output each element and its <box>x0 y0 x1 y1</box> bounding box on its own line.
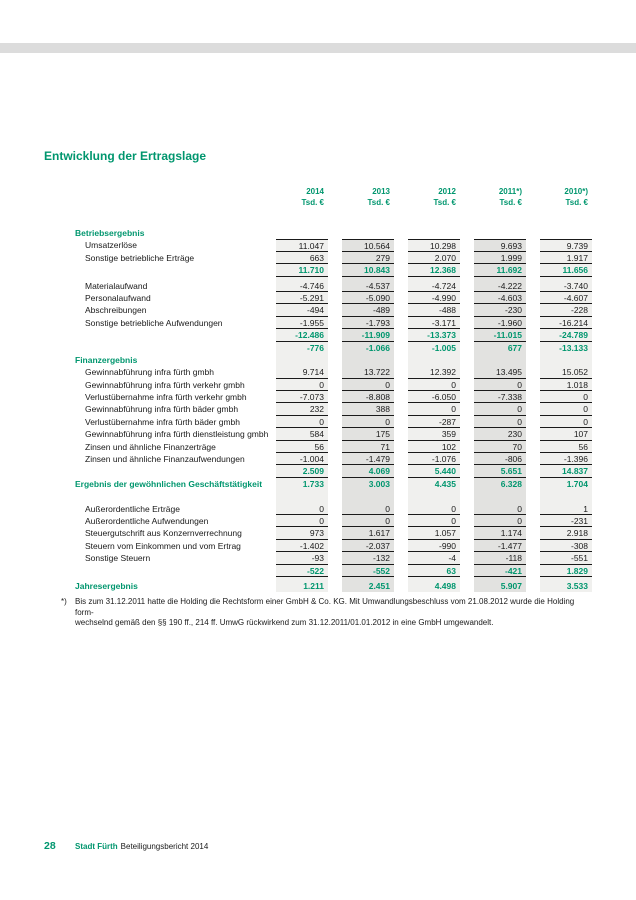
value-cell: 1.211 <box>276 580 328 592</box>
row-label: Verlustübernahme infra fürth bäder gmbh <box>85 416 240 427</box>
value-cell: 0 <box>540 403 592 415</box>
table-row <box>44 252 592 264</box>
row-label: Sonstige Steuern <box>85 553 151 564</box>
table-row <box>44 280 592 292</box>
value-cell: 677 <box>474 342 526 354</box>
value-cell: -132 <box>342 552 394 564</box>
table-row <box>44 515 592 527</box>
value-cell: -552 <box>342 565 394 577</box>
value-cell: 1.617 <box>342 527 394 539</box>
footnote-line-1: Bis zum 31.12.2011 hatte die Holding die Rechtsform einer GmbH & Co. KG. Mit Umwandlungsbeschluss vom 21.08.2012 wurde die Holding form- <box>75 597 575 617</box>
value-cell: -1.955 <box>276 317 328 329</box>
column-header <box>540 186 592 208</box>
value-cell: -11.909 <box>342 329 394 341</box>
row-label: Sonstige betriebliche Aufwendungen <box>85 317 223 328</box>
row-label: Verlustübernahme infra fürth verkehr gmbh <box>85 392 247 403</box>
row-label <box>44 565 262 577</box>
value-cell: 13.495 <box>474 366 526 378</box>
row-label: Finanzergebnis <box>75 354 138 365</box>
value-cell <box>342 490 394 502</box>
value-cell: 232 <box>276 403 328 415</box>
table-row <box>44 428 592 440</box>
column-year: 2014 <box>306 187 324 196</box>
value-cell <box>540 490 592 502</box>
column-header <box>408 186 460 208</box>
value-cell: 56 <box>540 441 592 453</box>
row-label: Zinsen und ähnliche Finanzaufwendungen <box>85 454 245 465</box>
value-cell: -1.004 <box>276 453 328 465</box>
table-header-row <box>44 186 592 208</box>
table-row <box>44 527 592 539</box>
table-row <box>44 354 592 366</box>
value-cell <box>276 227 328 239</box>
row-label <box>44 342 262 354</box>
row-label: Steuergutschrift aus Konzernverrechnung <box>85 528 242 539</box>
value-cell: 0 <box>474 416 526 428</box>
value-cell: -1.793 <box>342 317 394 329</box>
table-row <box>44 317 592 329</box>
table-row <box>44 580 592 592</box>
table-row <box>44 453 592 465</box>
row-label: Gewinnabführung infra fürth verkehr gmbh <box>85 379 245 390</box>
column-unit: Tsd. € <box>433 198 456 207</box>
value-cell: -228 <box>540 304 592 316</box>
row-label: Ergebnis der gewöhnlichen Geschäftstätigkeit <box>75 478 263 489</box>
row-label: Materialaufwand <box>85 280 148 291</box>
value-cell: 5.440 <box>408 465 460 477</box>
footer-brand: Stadt Fürth <box>75 842 118 851</box>
value-cell: 1.174 <box>474 527 526 539</box>
value-cell: 107 <box>540 428 592 440</box>
row-label: Gewinnabführung infra fürth gmbh <box>85 367 214 378</box>
column-header <box>276 186 328 208</box>
column-unit: Tsd. € <box>367 198 390 207</box>
table-row <box>44 503 592 515</box>
value-cell: 3.003 <box>342 478 394 490</box>
value-cell: 1.057 <box>408 527 460 539</box>
value-cell: 0 <box>342 515 394 527</box>
value-cell: 71 <box>342 441 394 453</box>
value-cell: 230 <box>474 428 526 440</box>
column-year: 2012 <box>438 187 456 196</box>
page-footer <box>44 840 208 852</box>
value-cell: -4.603 <box>474 292 526 304</box>
top-bar <box>0 43 636 53</box>
row-label: Umsatzerlöse <box>85 240 137 251</box>
table-row <box>44 416 592 428</box>
value-cell: 14.837 <box>540 465 592 477</box>
value-cell: -5.090 <box>342 292 394 304</box>
column-header <box>342 186 394 208</box>
value-cell: 0 <box>540 391 592 403</box>
value-cell: -494 <box>276 304 328 316</box>
value-cell: -1.402 <box>276 540 328 552</box>
table-row <box>44 441 592 453</box>
value-cell: 10.843 <box>342 264 394 276</box>
value-cell: -1.066 <box>342 342 394 354</box>
value-cell: 0 <box>408 403 460 415</box>
header-label-spacer <box>44 186 262 208</box>
value-cell: -8.808 <box>342 391 394 403</box>
value-cell: -1.396 <box>540 453 592 465</box>
value-cell <box>342 227 394 239</box>
page-number: 28 <box>44 840 56 852</box>
value-cell: 175 <box>342 428 394 440</box>
value-cell: 2.451 <box>342 580 394 592</box>
value-cell: 0 <box>408 503 460 515</box>
row-label: Außerordentliche Erträge <box>85 503 180 514</box>
value-cell <box>540 354 592 366</box>
value-cell: -308 <box>540 540 592 552</box>
value-cell: 5.907 <box>474 580 526 592</box>
value-cell <box>408 227 460 239</box>
table-row <box>44 379 592 391</box>
value-cell: 279 <box>342 252 394 264</box>
table-row <box>44 342 592 354</box>
value-cell: 12.392 <box>408 366 460 378</box>
value-cell: -990 <box>408 540 460 552</box>
value-cell: 1 <box>540 503 592 515</box>
row-label: Jahresergebnis <box>75 580 138 591</box>
value-cell: -776 <box>276 342 328 354</box>
value-cell: 11.656 <box>540 264 592 276</box>
value-cell: 0 <box>276 379 328 391</box>
value-cell: 10.564 <box>342 239 394 251</box>
value-cell: 0 <box>276 416 328 428</box>
table-row <box>44 490 592 502</box>
row-label: Steuern vom Einkommen und vom Ertrag <box>85 540 241 551</box>
value-cell: 102 <box>408 441 460 453</box>
value-cell: -24.789 <box>540 329 592 341</box>
value-cell: 0 <box>474 515 526 527</box>
value-cell: -93 <box>276 552 328 564</box>
value-cell: -16.214 <box>540 317 592 329</box>
row-label: Gewinnabführung infra fürth dienstleistung gmbh <box>85 429 269 440</box>
value-cell <box>408 490 460 502</box>
value-cell: -489 <box>342 304 394 316</box>
value-cell: 5.651 <box>474 465 526 477</box>
row-label: Zinsen und ähnliche Finanzerträge <box>85 441 216 452</box>
value-cell: 1.018 <box>540 379 592 391</box>
value-cell: -806 <box>474 453 526 465</box>
value-cell: -287 <box>408 416 460 428</box>
value-cell: 63 <box>408 565 460 577</box>
table-row <box>44 565 592 577</box>
table-row <box>44 391 592 403</box>
value-cell: 0 <box>276 515 328 527</box>
value-cell: -1.076 <box>408 453 460 465</box>
table-row <box>44 329 592 341</box>
row-label: Abschreibungen <box>85 305 147 316</box>
value-cell: -1.960 <box>474 317 526 329</box>
value-cell: 11.047 <box>276 239 328 251</box>
value-cell: -13.373 <box>408 329 460 341</box>
value-cell: -3.171 <box>408 317 460 329</box>
value-cell: -230 <box>474 304 526 316</box>
value-cell: 1.999 <box>474 252 526 264</box>
row-label: Außerordentliche Aufwendungen <box>85 515 209 526</box>
value-cell: -1.005 <box>408 342 460 354</box>
value-cell: 12.368 <box>408 264 460 276</box>
value-cell: 3.533 <box>540 580 592 592</box>
value-cell: 56 <box>276 441 328 453</box>
table-body <box>44 227 592 592</box>
value-cell: -4.607 <box>540 292 592 304</box>
value-cell: -3.740 <box>540 280 592 292</box>
value-cell: 1.704 <box>540 478 592 490</box>
value-cell <box>342 354 394 366</box>
table-row <box>44 552 592 564</box>
earnings-table <box>44 186 592 592</box>
value-cell: 11.710 <box>276 264 328 276</box>
column-unit: Tsd. € <box>565 198 588 207</box>
value-cell: -1.479 <box>342 453 394 465</box>
value-cell: 4.498 <box>408 580 460 592</box>
value-cell: 70 <box>474 441 526 453</box>
value-cell: 2.509 <box>276 465 328 477</box>
value-cell: -2.037 <box>342 540 394 552</box>
table-row <box>44 304 592 316</box>
column-year: 2011*) <box>498 187 522 196</box>
value-cell: 0 <box>408 515 460 527</box>
value-cell: 584 <box>276 428 328 440</box>
value-cell: 388 <box>342 403 394 415</box>
value-cell: -6.050 <box>408 391 460 403</box>
value-cell: 6.328 <box>474 478 526 490</box>
table-row <box>44 264 592 276</box>
value-cell: -118 <box>474 552 526 564</box>
value-cell: 13.722 <box>342 366 394 378</box>
value-cell: -13.133 <box>540 342 592 354</box>
value-cell: -11.015 <box>474 329 526 341</box>
row-label: Betriebsergebnis <box>75 228 145 238</box>
value-cell: -522 <box>276 565 328 577</box>
value-cell: 2.918 <box>540 527 592 539</box>
value-cell <box>474 227 526 239</box>
row-label: Personalaufwand <box>85 292 151 303</box>
value-cell: 663 <box>276 252 328 264</box>
value-cell: 0 <box>474 503 526 515</box>
value-cell: 359 <box>408 428 460 440</box>
value-cell: -488 <box>408 304 460 316</box>
column-year: 2010*) <box>564 187 588 196</box>
value-cell: 0 <box>408 379 460 391</box>
value-cell: -12.486 <box>276 329 328 341</box>
row-label <box>44 465 262 477</box>
row-label: Gewinnabführung infra fürth bäder gmbh <box>85 404 239 415</box>
value-cell: 2.070 <box>408 252 460 264</box>
column-unit: Tsd. € <box>499 198 522 207</box>
value-cell: -4.222 <box>474 280 526 292</box>
value-cell: -4.724 <box>408 280 460 292</box>
value-cell: -231 <box>540 515 592 527</box>
table-row <box>44 540 592 552</box>
table-row <box>44 478 592 490</box>
value-cell: -1.477 <box>474 540 526 552</box>
value-cell <box>276 490 328 502</box>
value-cell: -4.537 <box>342 280 394 292</box>
value-cell: -551 <box>540 552 592 564</box>
table-row <box>44 465 592 477</box>
column-unit: Tsd. € <box>301 198 324 207</box>
value-cell: -421 <box>474 565 526 577</box>
value-cell: -4.746 <box>276 280 328 292</box>
value-cell: 0 <box>276 503 328 515</box>
value-cell: 0 <box>342 503 394 515</box>
value-cell: 4.435 <box>408 478 460 490</box>
footnote-line-2: wechselnd gemäß den §§ 190 ff., 214 ff. UmwG rückwirkend zum 31.12.2011/01.01.2012 in eine GmbH umgewandelt. <box>75 618 494 627</box>
table-row <box>44 403 592 415</box>
table-row <box>44 239 592 251</box>
row-label <box>44 329 262 341</box>
value-cell: 1.829 <box>540 565 592 577</box>
footnote-marker: *) <box>61 597 67 606</box>
value-cell <box>408 354 460 366</box>
column-year: 2013 <box>372 187 390 196</box>
value-cell: 9.714 <box>276 366 328 378</box>
footnote <box>61 597 580 629</box>
value-cell <box>276 354 328 366</box>
value-cell: 15.052 <box>540 366 592 378</box>
value-cell: -4 <box>408 552 460 564</box>
value-cell <box>540 227 592 239</box>
value-cell: 1.917 <box>540 252 592 264</box>
row-label: Sonstige betriebliche Erträge <box>85 252 195 263</box>
value-cell: 9.693 <box>474 239 526 251</box>
column-header <box>474 186 526 208</box>
footer-doc-title: Beteiligungsbericht 2014 <box>120 842 209 851</box>
value-cell: -7.338 <box>474 391 526 403</box>
value-cell: -5.291 <box>276 292 328 304</box>
value-cell: 0 <box>342 416 394 428</box>
value-cell: 4.069 <box>342 465 394 477</box>
value-cell: -7.073 <box>276 391 328 403</box>
value-cell: 0 <box>342 379 394 391</box>
value-cell: 10.298 <box>408 239 460 251</box>
table-row <box>44 366 592 378</box>
value-cell: 1.733 <box>276 478 328 490</box>
page-title: Entwicklung der Ertragslage <box>44 149 207 163</box>
table-row <box>44 292 592 304</box>
value-cell: 0 <box>474 403 526 415</box>
value-cell: 9.739 <box>540 239 592 251</box>
row-label <box>44 490 262 502</box>
value-cell: -4.990 <box>408 292 460 304</box>
value-cell <box>474 354 526 366</box>
value-cell <box>474 490 526 502</box>
value-cell: 0 <box>474 379 526 391</box>
value-cell: 11.692 <box>474 264 526 276</box>
value-cell: 973 <box>276 527 328 539</box>
value-cell: 0 <box>540 416 592 428</box>
table-row <box>44 227 592 239</box>
row-label <box>44 264 262 276</box>
